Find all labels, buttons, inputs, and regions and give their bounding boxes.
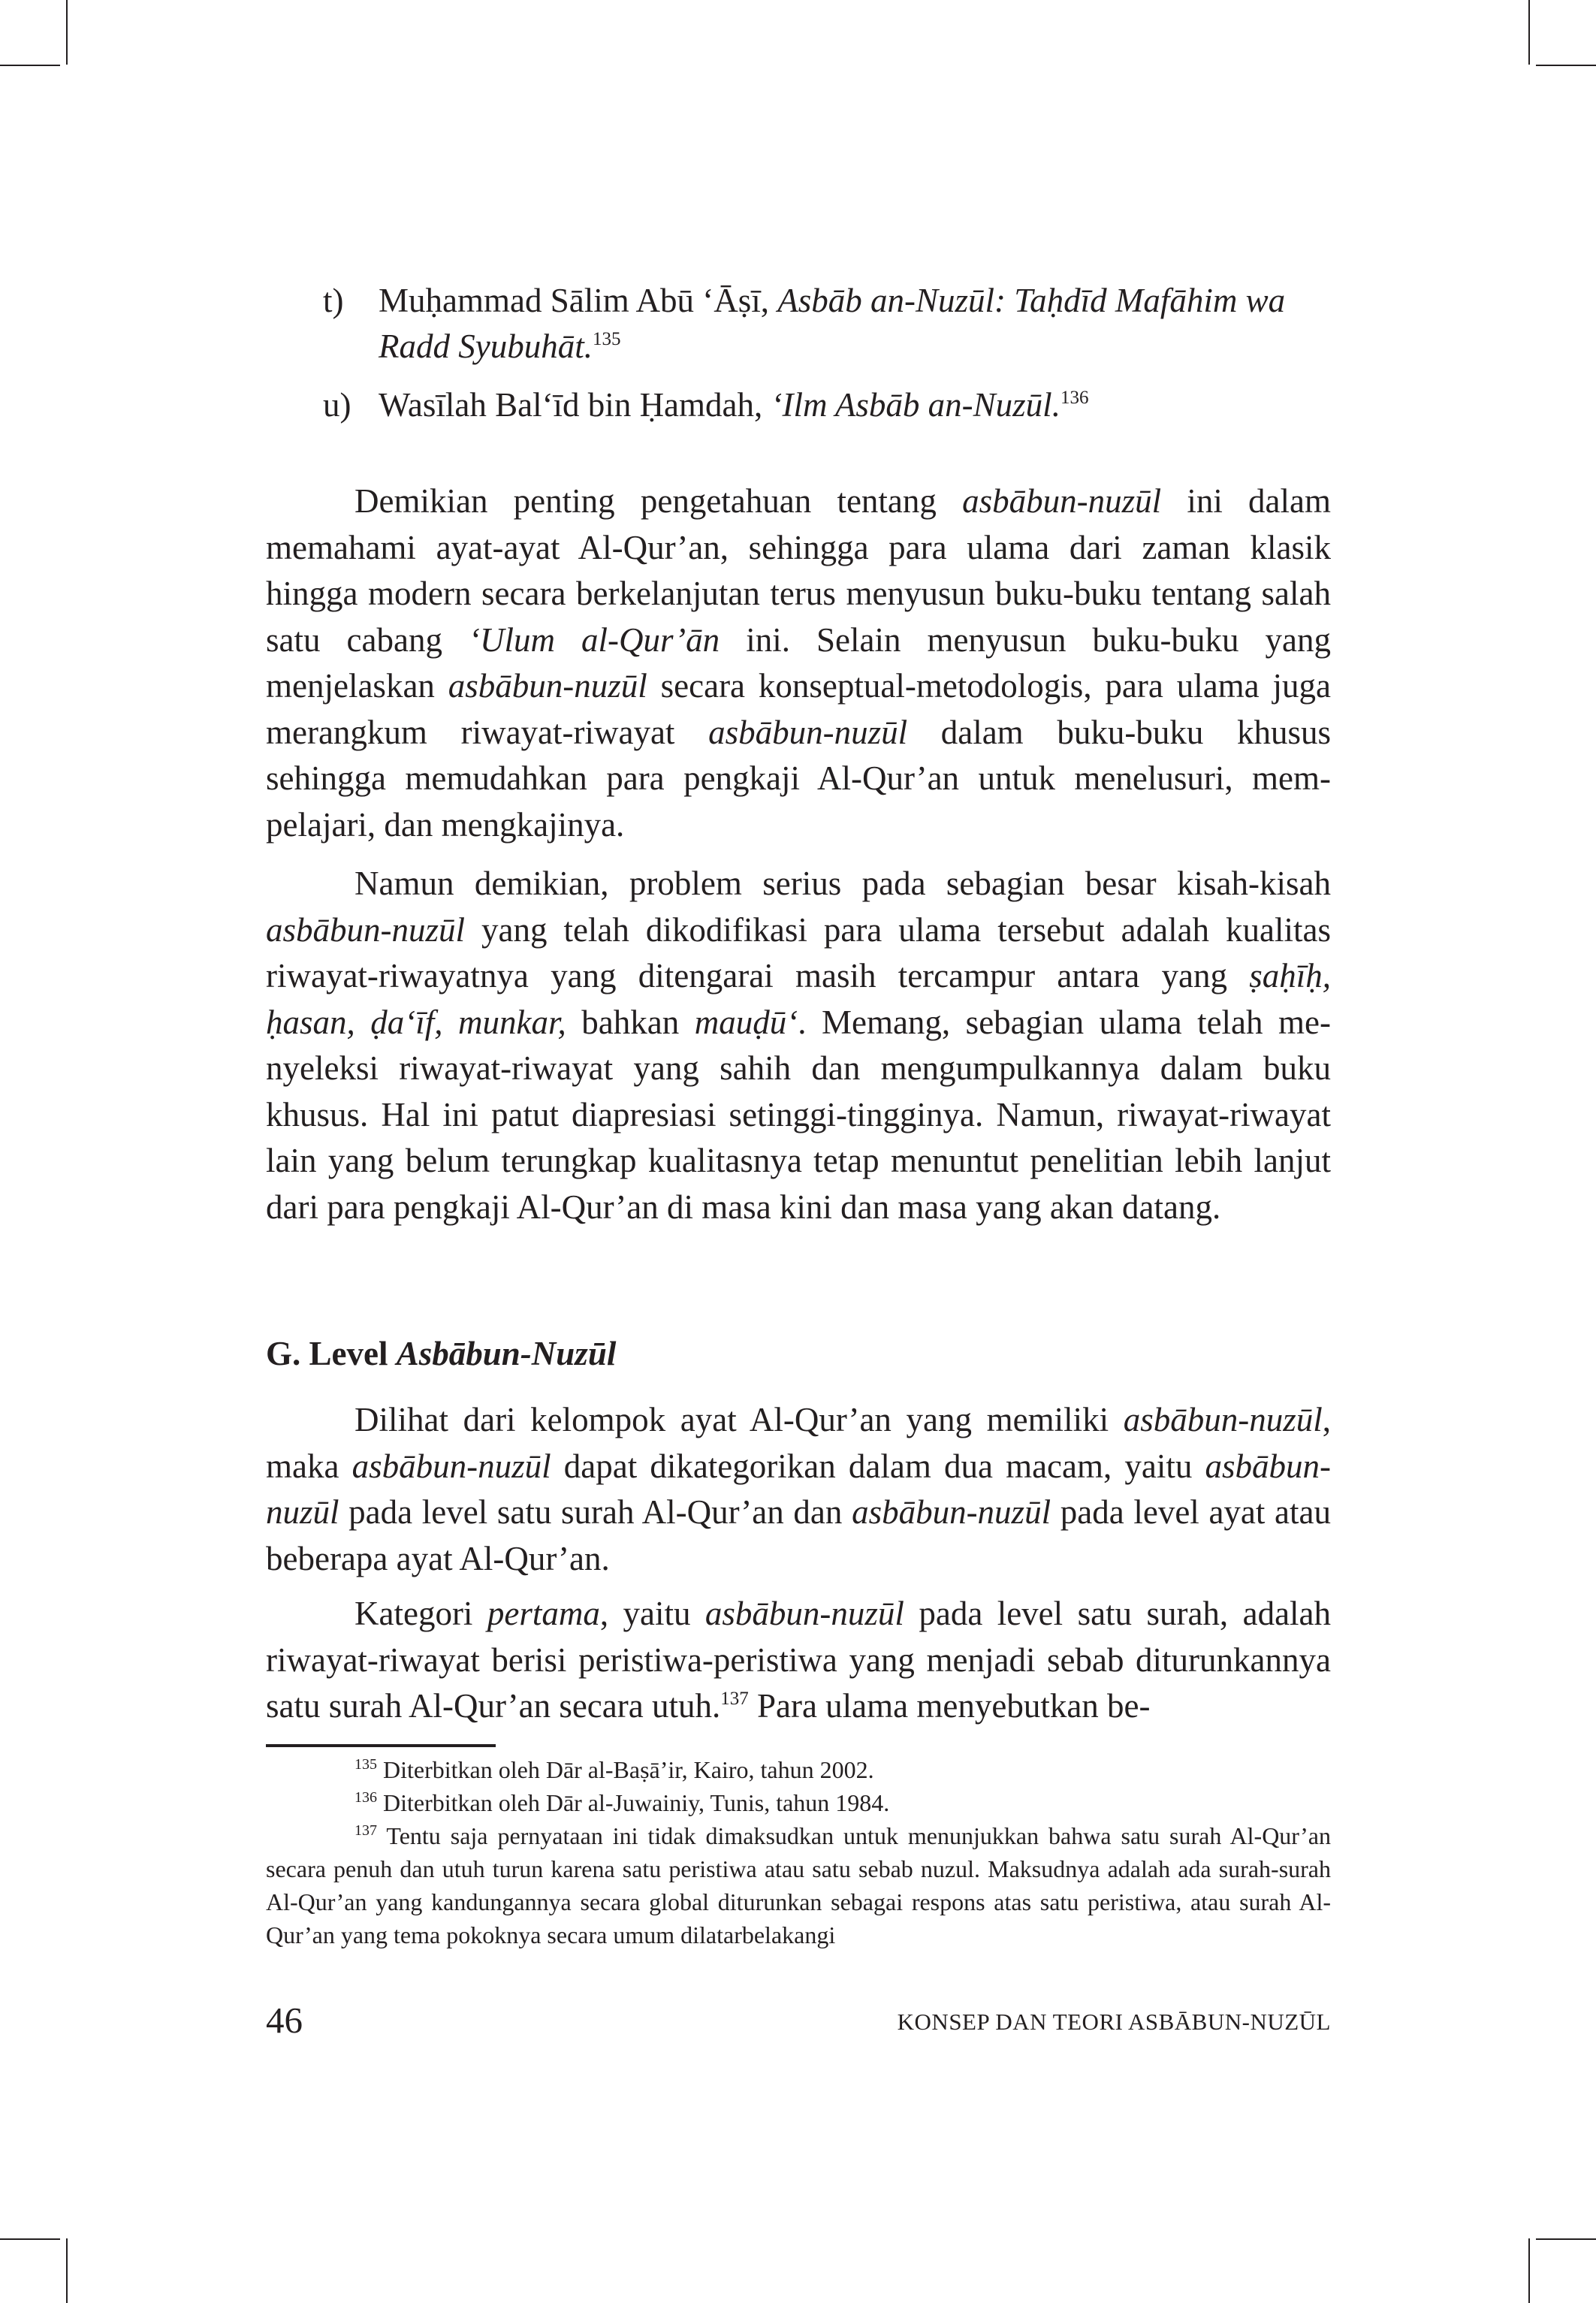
reference-list-item: [323, 278, 1331, 370]
book-title: Asbāb an-Nuzūl: Taḥdīd Mafāhim wa Radd Syubuhāt.: [379, 282, 1286, 365]
author-name: Wasīlah Balʻīd bin Ḥamdah,: [379, 386, 771, 424]
heading-prefix: G. Level: [266, 1335, 397, 1372]
footnote: [266, 1786, 1331, 1819]
crop-mark-bottom-left: [66, 2238, 68, 2303]
footnote-separator: [266, 1744, 496, 1747]
text-run: pada level satu surah, adalah riwayat-riwayat berisi peristiwa-peristiwa yang menjadi sebab diturunkannya satu surah Al-Qur’an secara utuh.: [266, 1595, 1332, 1725]
author-name: Muḥammad Sālim Abū ʻĀṣī,: [379, 282, 778, 319]
text-run: , maka: [266, 1401, 1331, 1485]
footnote-number: 136: [354, 1789, 377, 1806]
text-run: Demikian penting pengetahuan tentang: [354, 482, 963, 520]
text-run: dalam buku-buku khusus sehingga memudahkan para pengkaji Al-Qur’an untuk menelusuri, mempelajari, dan mengkajinya.: [266, 713, 1331, 844]
text-run: Para ulama menyebutkan be-: [748, 1687, 1151, 1725]
body-paragraph: [266, 1591, 1331, 1730]
footnote-ref[interactable]: 135: [592, 329, 621, 349]
crop-mark-top-right: [1528, 0, 1530, 65]
footnote-ref[interactable]: 137: [720, 1689, 749, 1709]
italic-term: mauḍūʻ: [694, 1003, 798, 1041]
footnote-number: 137: [354, 1822, 377, 1839]
italic-term: asbābun-nuzūl: [351, 1447, 551, 1485]
text-run: ini dalam memahami ayat-ayat Al-Qur’an, sehingga para ulama dari zaman klasik hingga modern secara berkelanjutan terus menyusun buku-buku tentang salah satu cabang: [266, 482, 1331, 659]
italic-term: asbābun-nuzūl: [852, 1493, 1051, 1531]
italic-term: asbābun-nuzūl: [704, 1595, 904, 1632]
text-run: Dilihat dari kelompok ayat Al-Qur’an yang memiliki: [354, 1401, 1124, 1438]
footnote-text: Tentu saja pernyataan ini tidak dimaksudkan untuk menunjukkan bahwa satu surah Al-Qur’an secara penuh dan utuh turun karena satu peristiwa atau satu sebab nuzul. Maksudnya adalah ada surah-surah Al-Qur’an yang kandungannya secara global diturunkan sebagai respons atas satu peristiwa, atau surah Al-Qur’an yang tema pokoknya secara umum dilatarbelakangi: [266, 1822, 1331, 1948]
footnote-ref[interactable]: 136: [1060, 388, 1089, 408]
crop-mark-bottom-right: [1536, 2238, 1596, 2240]
footnote-text: Diterbitkan oleh Dār al-Baṣā’ir, Kairo, tahun 2002.: [377, 1756, 874, 1783]
footnote-number: 135: [354, 1756, 377, 1773]
text-run: ini. Selain menyusun buku-buku yang menjelaskan: [266, 620, 1331, 705]
italic-term: asbābun-nuzūl: [448, 667, 647, 705]
book-title: ʻIlm Asbāb an-Nuzūl.: [771, 386, 1060, 424]
section-heading: [266, 1331, 616, 1377]
crop-mark-bottom-right: [1528, 2238, 1530, 2303]
list-item-text: [379, 278, 1331, 370]
text-run: pada level satu surah Al-Qur’an dan: [339, 1493, 852, 1531]
italic-term: ʻUlum al-Qur’ān: [468, 620, 720, 659]
text-run: , yaitu: [599, 1595, 705, 1632]
heading-term: Asbābun-Nuzūl: [396, 1335, 617, 1372]
text-run: . Memang, sebagian ulama telah menyeleksi riwayat-riwayat yang sahih dan mengumpulkannya dalam buku khusus. Hal ini patut diapresiasi setinggi-tingginya. Namun, riwayat-riwayat lain yang belum terungkap kualitasnya tetap menuntut penelitian lebih lanjut dari para pengkaji Al-Qur’an di masa kini dan masa yang akan datang.: [266, 1003, 1332, 1226]
footnote: [266, 1819, 1331, 1951]
running-footer: KONSEP DAN TEORI ASBĀBUN-NUZŪL: [897, 2009, 1331, 2035]
list-marker: u): [323, 386, 351, 424]
crop-mark-top-left: [66, 0, 68, 65]
text-run: bahkan: [566, 1003, 695, 1041]
body-paragraph: [266, 478, 1331, 848]
page-number: 46: [266, 2000, 303, 2041]
italic-term: asbābun-nuzūl: [962, 482, 1162, 520]
text-run: dapat dikategorikan dalam dua macam, yaitu: [551, 1447, 1205, 1485]
footnote-text: Diterbitkan oleh Dār al-Juwainiy, Tunis, tahun 1984.: [377, 1789, 890, 1816]
crop-mark-top-right: [1536, 65, 1596, 66]
footnote: [266, 1753, 1331, 1786]
italic-term: ṣaḥīḥ, ḥasan, ḍaʻīf, munkar,: [266, 957, 1331, 1041]
italic-term: asbābun-nuzūl: [266, 1447, 1332, 1531]
text-run: pada level ayat atau beberapa ayat Al-Qur’an.: [266, 1493, 1331, 1577]
text-run: yang telah dikodifikasi para ulama tersebut adalah kualitas riwayat-riwayatnya yang ditengarai masih tercampur antara yang: [266, 910, 1331, 995]
body-paragraph: [266, 1397, 1331, 1582]
body-paragraph: [266, 861, 1331, 1230]
italic-term: asbābun-nuzūl: [708, 713, 908, 751]
crop-mark-bottom-left: [0, 2238, 60, 2240]
list-marker: t): [323, 282, 344, 319]
list-item-text: [379, 382, 1331, 428]
italic-term: asbābun-nuzūl: [1123, 1401, 1323, 1438]
italic-term: asbābun-nuzūl: [266, 910, 466, 949]
reference-list-item: [323, 382, 1331, 428]
text-run: Kategori: [354, 1595, 487, 1632]
text-run: secara konseptual-metodologis, para ulama juga merangkum riwayat-riwayat: [266, 667, 1331, 751]
italic-term: pertama: [487, 1595, 600, 1632]
crop-mark-top-left: [0, 65, 60, 66]
text-run: Namun demikian, problem serius pada sebagian besar kisah-kisah: [354, 865, 1331, 902]
